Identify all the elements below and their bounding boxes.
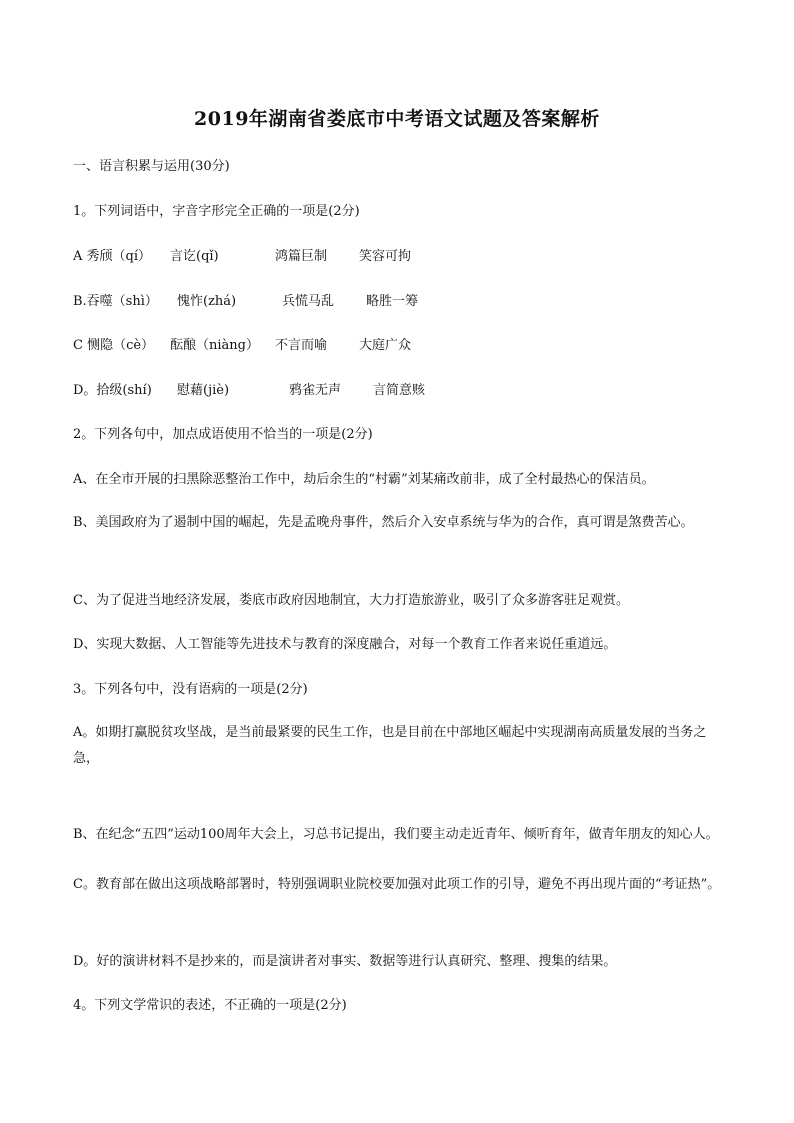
question-3-option-a: A。如期打赢脱贫攻坚战，是当前最紧要的民生工作，也是目前在中部地区崛起中实现湖南高质量发展的当务之急， (73, 725, 707, 766)
option-c-item-1: C 恻隐（cè） (73, 338, 155, 353)
option-a-item-4: 笑容可拘 (359, 249, 412, 264)
question-2-option-c: C、为了促进当地经济发展，娄底市政府因地制宜，大力打造旅游业，吸引了众多游客驻足观赏。 (73, 593, 629, 608)
option-d-item-1: D。拾级(shí) (73, 383, 152, 398)
question-2-option-b: B、美国政府为了遏制中国的崛起，先是孟晚舟事件，然后介入安卓系统与华为的合作，真可谓是煞费苦心。 (73, 515, 694, 530)
question-1-stem: 1。下列词语中，字音字形完全正确的一项是(2分) (73, 204, 360, 219)
section-heading: 一、语言积累与运用(30分) (73, 159, 230, 174)
question-2-stem: 2。下列各句中，加点成语使用不恰当的一项是(2分) (73, 427, 373, 442)
option-b-item-2: 愧怍(zhá) (177, 294, 237, 309)
question-2-option-d: D、实现大数据、人工智能等先进技术与教育的深度融合，对每一个教育工作者来说任重道远。 (73, 637, 617, 652)
option-d-item-3: 鸦雀无声 (289, 383, 342, 398)
option-b-item-4: 略胜一筹 (366, 294, 419, 309)
option-d-item-4: 言简意赅 (373, 383, 426, 398)
option-a-item-1: A 秀颀（qí） (73, 249, 152, 264)
page-title: 2019年湖南省娄底市中考语文试题及答案解析 (194, 108, 600, 130)
option-b-item-1: B.吞噬（shì） (73, 294, 158, 309)
question-2-option-a: A、在全市开展的扫黑除恶整治工作中，劫后余生的“村霸”刘某痛改前非，成了全村最热心的保洁员。 (73, 472, 655, 487)
question-3-option-c: C。教育部在做出这项战略部署时，特别强调职业院校要加强对此项工作的引导，避免不再出现片面的“考证热”。 (73, 877, 721, 892)
option-c-item-3: 不言而喻 (275, 338, 328, 353)
option-a-item-3: 鸿篇巨制 (275, 249, 328, 264)
option-a-item-2: 言讫(qǐ) (170, 249, 219, 264)
question-3-stem: 3。下列各句中，没有语病的一项是(2分) (73, 682, 308, 697)
question-3-option-b: B、在纪念“五四”运动100周年大会上，习总书记提出，我们要主动走近青年、倾听育年，做青年朋友的知心人。 (73, 827, 719, 842)
option-b-item-3: 兵慌马乱 (282, 294, 335, 309)
option-c-item-2: 酝酿（niàng） (170, 338, 259, 353)
option-d-item-2: 慰藉(jiè) (177, 383, 230, 398)
question-4-stem: 4。下列文学常识的表述，不正确的一项是(2分) (73, 998, 347, 1013)
option-c-item-4: 大庭广众 (359, 338, 412, 353)
question-3-option-d: D。好的演讲材料不是抄来的，而是演讲者对事实、数据等进行认真研究、整理、搜集的结果。 (73, 954, 617, 969)
